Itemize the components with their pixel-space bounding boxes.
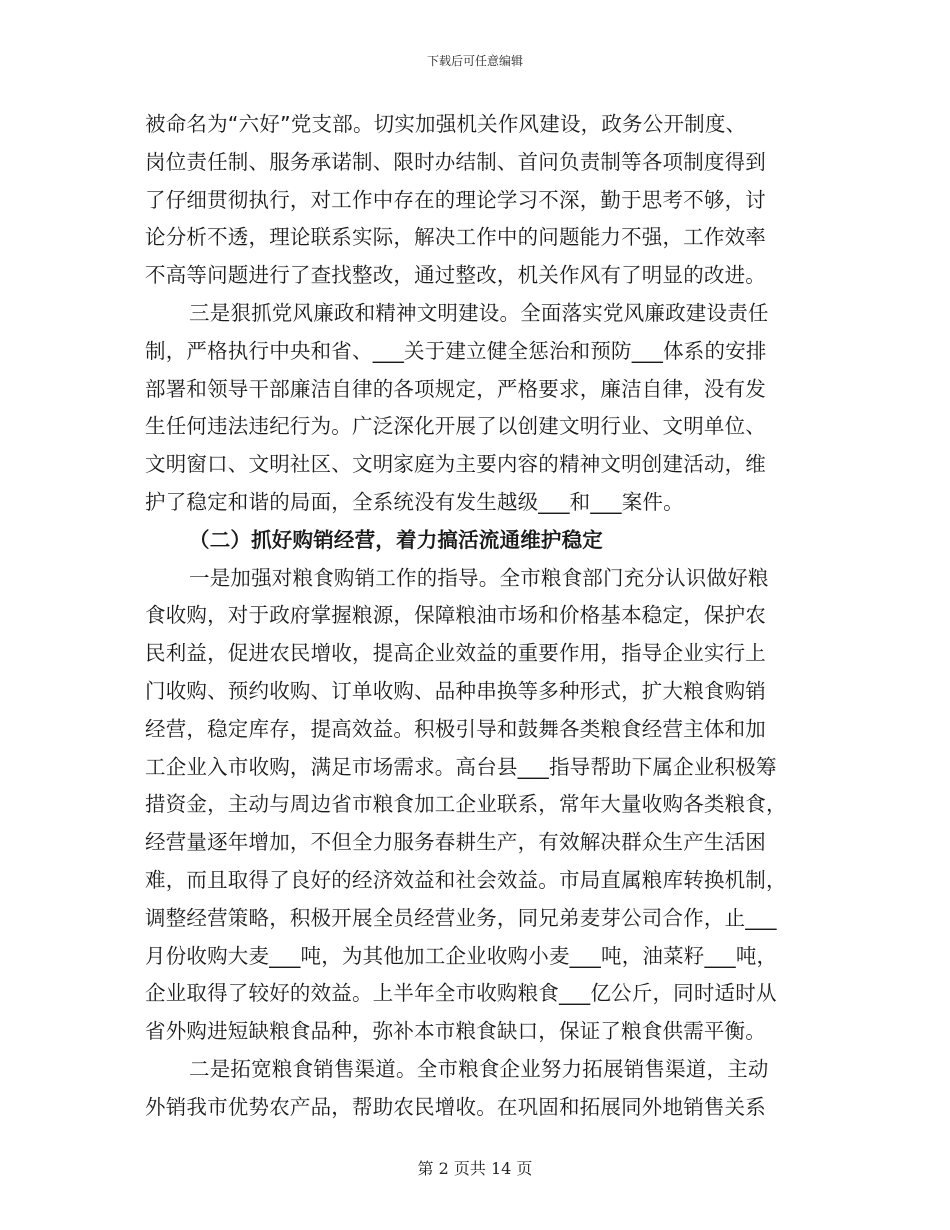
text-line: 措资金，主动与周边省市粮食加工企业联系，常年大量收购各类粮食， — [145, 792, 787, 817]
text-line: 难，而且取得了良好的经济效益和社会效益。市局直属粮库转换机制， — [145, 867, 787, 892]
text-line: 生任何违法违纪行为。广泛深化开展了以创建文明行业、文明单位、 — [145, 414, 766, 439]
document-body — [145, 106, 807, 1127]
text-line: 外销我市优势农产品，帮助农民增收。在巩固和拓展同外地销售关系 — [145, 1094, 766, 1119]
page-header: 下载后可任意编辑 — [426, 54, 523, 68]
text-line: 门收购、预约收购、订单收购、品种串换等多种形式，扩大粮食购销 — [145, 678, 766, 703]
section-heading: （二）抓好购销经营，着力搞活流通维护稳定 — [189, 527, 603, 552]
text-line: 食收购，对于政府掌握粮源，保障粮油市场和价格基本稳定，保护农 — [145, 603, 766, 628]
text-line: 经营量逐年增加，不但全力服务春耕生产，有效解决群众生产生活困 — [145, 830, 766, 855]
text-line: 岗位责任制、服务承诺制、限时办结制、首问负责制等各项制度得到 — [145, 149, 766, 174]
text-line: 论分析不透，理论联系实际，解决工作中的问题能力不强，工作效率 — [145, 225, 766, 250]
text-line: 三是狠抓党风廉政和精神文明建设。全面落实党风廉政建设责任 — [189, 300, 769, 325]
page-footer: 第 2 页共 14 页 — [417, 1159, 533, 1178]
text-line: 经营，稳定库存，提高效益。积极引导和鼓舞各类粮食经营主体和加 — [145, 716, 766, 741]
text-line: 不高等问题进行了查找整改，通过整改，机关作风有了明显的改进。 — [145, 263, 766, 288]
text-line: 省外购进短缺粮食品种，弥补本市粮食缺口，保证了粮食供需平衡。 — [145, 1019, 766, 1044]
text-line: 二是拓宽粮食销售渠道。全市粮食企业努力拓展销售渠道，主动 — [189, 1056, 769, 1081]
text-line: 民利益，促进农民增收，提高企业效益的重要作用，指导企业实行上 — [145, 641, 766, 666]
text-line: 企业取得了较好的效益。上半年全市收购粮食___亿公斤，同时适时从 — [145, 981, 777, 1006]
text-line: 调整经营策略，积极开展全员经营业务，同兄弟麦芽公司合作，止___ — [145, 905, 777, 930]
text-line: 一是加强对粮食购销工作的指导。全市粮食部门充分认识做好粮 — [189, 565, 769, 590]
text-line: 制，严格执行中央和省、___关于建立健全惩治和预防___体系的安排 — [145, 338, 767, 363]
text-line: 被命名为“六好”党支部。切实加强机关作风建设，政务公开制度、 — [145, 112, 747, 136]
text-line: 文明窗口、文明社区、文明家庭为主要内容的精神文明创建活动，维 — [145, 452, 766, 477]
text-line: 工企业入市收购，满足市场需求。高台县___指导帮助下属企业积极筹 — [145, 754, 777, 779]
text-line: 了仔细贯彻执行，对工作中存在的理论学习不深，勤于思考不够，讨 — [145, 187, 766, 212]
text-line: 部署和领导干部廉洁自律的各项规定，严格要求，廉洁自律，没有发 — [145, 376, 766, 401]
text-line: 护了稳定和谐的局面，全系统没有发生越级___和___案件。 — [145, 489, 684, 514]
text-line: 月份收购大麦___吨，为其他加工企业收购小麦___吨，油菜籽___吨， — [145, 943, 778, 968]
